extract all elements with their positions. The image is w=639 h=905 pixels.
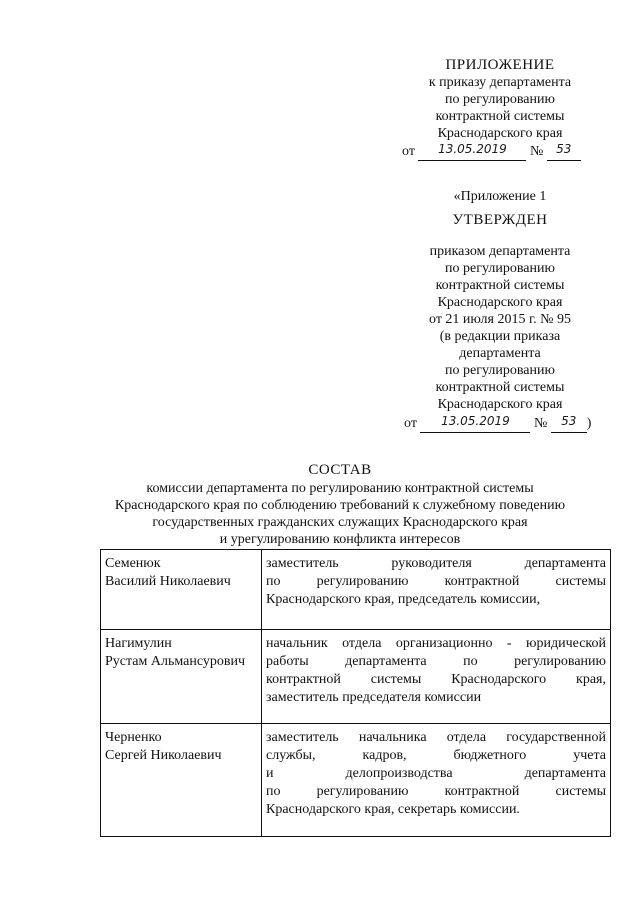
member-surname: Нагимулин [105, 636, 172, 651]
appendix-line: Краснодарского края [437, 126, 563, 141]
handwritten-date: 13.05.2019 [438, 142, 507, 156]
member-name-cell [101, 630, 262, 724]
date-field [418, 144, 526, 161]
member-given-name: Сергей Николаевич [105, 748, 222, 763]
approval-date-line [404, 416, 591, 433]
position-line: службы, кадров, бюджетного учета [266, 748, 606, 763]
position-line: контрактной системы Краснодарского края, [266, 672, 606, 687]
approval-line: контрактной системы [435, 278, 565, 293]
approval-line: от 21 июля 2015 г. № 95 [429, 312, 571, 327]
appendix-line: контрактной системы [435, 109, 565, 124]
member-given-name: Рустам Альмансурович [105, 654, 245, 669]
approval-line: по регулированию [445, 261, 555, 276]
member-name-cell [101, 724, 262, 837]
approval-line: по регулированию [445, 363, 555, 378]
position-line: заместитель председателя комиссии [266, 690, 482, 705]
appendix-date-line [402, 144, 581, 161]
from-label: от [404, 416, 417, 431]
member-surname: Семенюк [105, 556, 161, 571]
heading-line: комиссии департамента по регулированию контрактной системы [146, 481, 534, 496]
approval-line: департамента [459, 346, 541, 361]
closing-paren: ) [586, 416, 592, 431]
composition-title: СОСТАВ [308, 462, 372, 478]
position-line: по регулированию контрактной системы [266, 784, 606, 799]
from-label: от [402, 144, 415, 159]
position-line: заместитель руководителя департамента [266, 556, 606, 571]
position-line: начальник отдела организационно - юридической [266, 636, 606, 651]
position-line: и делопроизводства департамента [266, 766, 606, 781]
appendix-line: по регулированию [445, 92, 555, 107]
member-position-cell [262, 630, 611, 724]
appendix-title: ПРИЛОЖЕНИЕ [445, 57, 555, 73]
number-field [547, 144, 581, 161]
member-position-cell [262, 550, 611, 630]
approval-line: Краснодарского края [437, 397, 563, 412]
number-label: № [533, 416, 548, 431]
approval-appendix-label: «Приложение 1 [453, 189, 547, 204]
handwritten-number: 53 [561, 414, 577, 428]
handwritten-number: 53 [556, 142, 572, 156]
member-position-cell [262, 724, 611, 837]
number-field [551, 416, 587, 433]
member-name-cell [101, 550, 262, 630]
table-row [101, 630, 611, 724]
approval-line: Краснодарского края [437, 295, 563, 310]
approval-line: контрактной системы [435, 380, 565, 395]
position-line: Краснодарского края, председатель комиссии, [266, 592, 541, 607]
heading-line: и урегулированию конфликта интересов [219, 532, 461, 547]
heading-line: государственных гражданских служащих Краснодарского края [152, 515, 528, 530]
composition-heading [60, 462, 620, 548]
table-row [101, 724, 611, 837]
position-line: заместитель начальника отдела государственной [266, 730, 606, 745]
position-line: Краснодарского края, секретарь комиссии. [266, 802, 520, 817]
members-table [100, 549, 611, 837]
date-field [420, 416, 530, 433]
approved-title: УТВЕРЖДЕН [452, 212, 548, 228]
number-label: № [529, 144, 544, 159]
member-given-name: Василий Николаевич [105, 574, 231, 589]
position-line: по регулированию контрактной системы [266, 574, 606, 589]
approval-line: приказом департамента [429, 244, 571, 259]
member-surname: Черненко [105, 730, 162, 745]
table-row [101, 550, 611, 630]
approval-line: (в редакции приказа [439, 329, 561, 344]
approval-lines [400, 243, 600, 413]
heading-line: Краснодарского края по соблюдению требований к служебному поведению [114, 498, 566, 513]
appendix-line: к приказу департамента [428, 75, 572, 90]
appendix-header [400, 57, 600, 142]
position-line: работы департамента по регулированию [266, 654, 606, 669]
handwritten-date: 13.05.2019 [441, 414, 510, 428]
